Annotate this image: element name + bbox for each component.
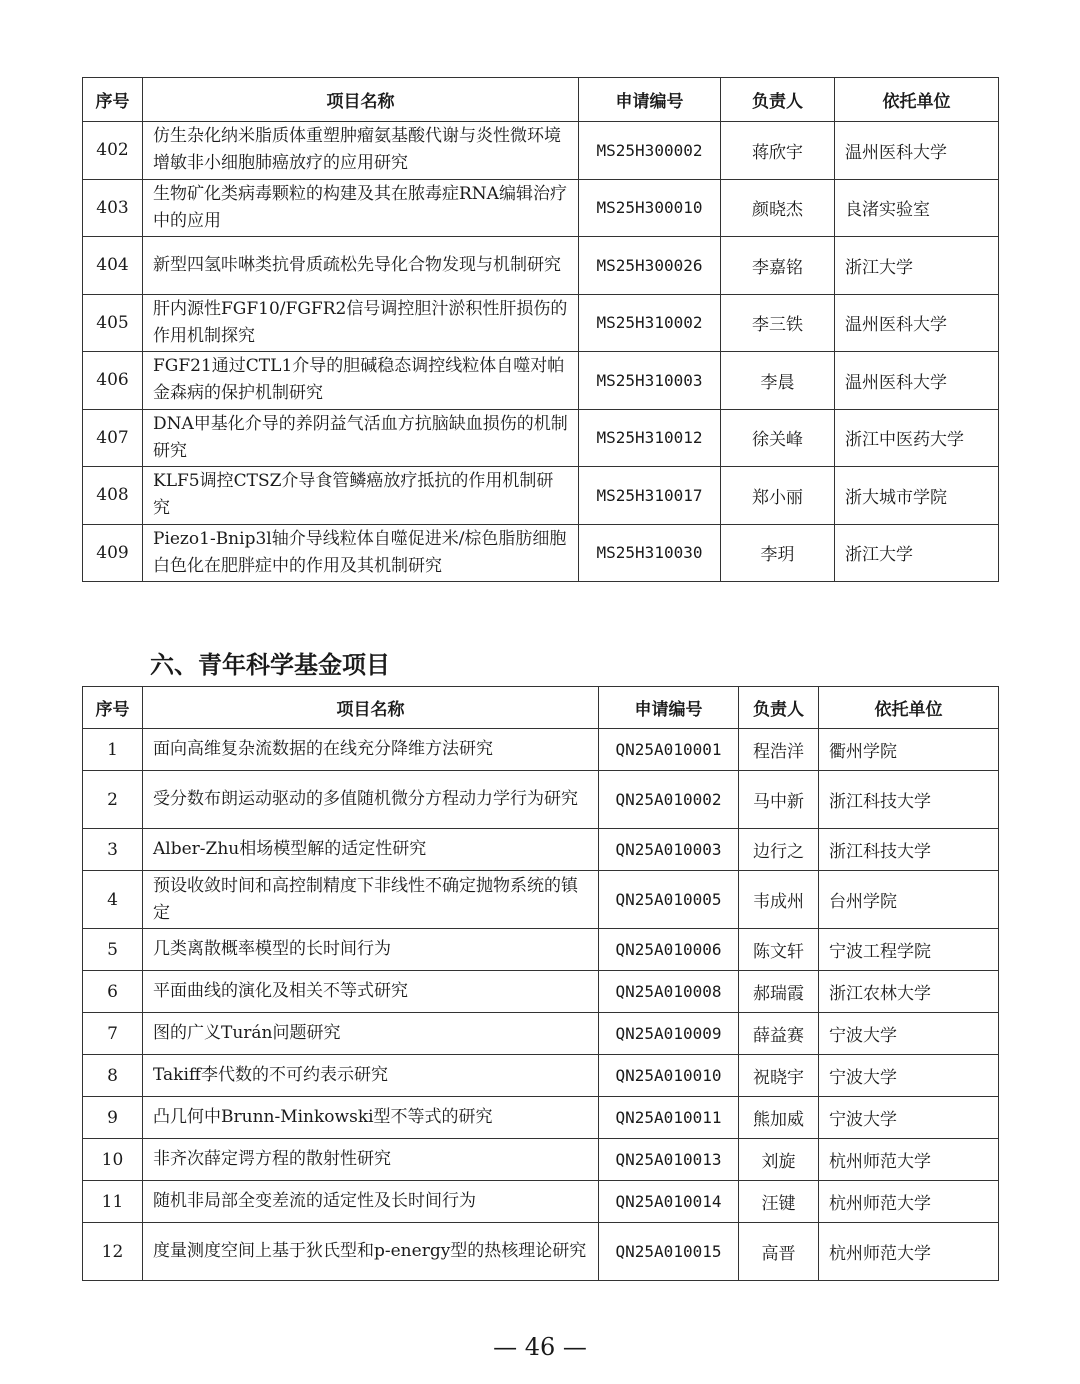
row-no: 5 [83,929,143,971]
row-title: 预设收敛时间和高控制精度下非线性不确定抛物系统的镇定 [143,871,599,929]
table-row [83,352,999,410]
table-row [83,122,999,180]
header-org: 依托单位 [819,687,999,729]
header-no: 序号 [83,687,143,729]
row-code: MS25H310030 [579,524,721,582]
row-title: 度量测度空间上基于狄氏型和p-energy型的热核理论研究 [143,1223,599,1281]
section-heading: 六、青年科学基金项目 [150,650,390,679]
row-code: QN25A010008 [599,971,739,1013]
row-title: 受分数布朗运动驱动的多值随机微分方程动力学行为研究 [143,771,599,829]
row-org: 温州医科大学 [835,294,999,352]
row-org: 浙江科技大学 [819,829,999,871]
row-no: 11 [83,1181,143,1223]
row-title: Takiff李代数的不可约表示研究 [143,1055,599,1097]
row-code: QN25A010009 [599,1013,739,1055]
header-title: 项目名称 [143,687,599,729]
row-code: MS25H310012 [579,409,721,467]
row-code: MS25H300010 [579,179,721,237]
row-leader: 汪键 [739,1181,819,1223]
row-no: 405 [83,294,143,352]
row-leader: 熊加威 [739,1097,819,1139]
row-leader: 郑小丽 [721,467,835,525]
row-code: QN25A010002 [599,771,739,829]
header-org: 依托单位 [835,78,999,122]
table-row [83,467,999,525]
row-title: 新型四氢咔啉类抗骨质疏松先导化合物发现与机制研究 [143,237,579,295]
row-leader: 祝晓宇 [739,1055,819,1097]
row-org: 宁波大学 [819,1097,999,1139]
header-leader: 负责人 [739,687,819,729]
row-no: 409 [83,524,143,582]
table-row [83,1055,999,1097]
row-leader: 李玥 [721,524,835,582]
row-leader: 蒋欣宇 [721,122,835,180]
table-header-row [83,687,999,729]
row-leader: 程浩洋 [739,729,819,771]
table-row [83,179,999,237]
table-row [83,237,999,295]
row-leader: 陈文轩 [739,929,819,971]
row-no: 8 [83,1055,143,1097]
table-row [83,524,999,582]
row-leader: 徐关峰 [721,409,835,467]
row-no: 403 [83,179,143,237]
row-org: 杭州师范大学 [819,1139,999,1181]
header-leader: 负责人 [721,78,835,122]
row-title: 随机非局部全变差流的适定性及长时间行为 [143,1181,599,1223]
row-no: 1 [83,729,143,771]
row-title: 非齐次薛定谔方程的散射性研究 [143,1139,599,1181]
row-no: 7 [83,1013,143,1055]
row-org: 宁波工程学院 [819,929,999,971]
row-org: 温州医科大学 [835,122,999,180]
row-org: 浙江大学 [835,237,999,295]
row-org: 良渚实验室 [835,179,999,237]
row-title: 仿生杂化纳米脂质体重塑肿瘤氨基酸代谢与炎性微环境增敏非小细胞肺癌放疗的应用研究 [143,122,579,180]
row-code: QN25A010005 [599,871,739,929]
row-leader: 刘旋 [739,1139,819,1181]
header-code: 申请编号 [579,78,721,122]
row-no: 12 [83,1223,143,1281]
row-leader: 颜晓杰 [721,179,835,237]
row-title: 凸几何中Brunn-Minkowski型不等式的研究 [143,1097,599,1139]
row-title: FGF21通过CTL1介导的胆碱稳态调控线粒体自噬对帕金森病的保护机制研究 [143,352,579,410]
row-org: 浙江中医药大学 [835,409,999,467]
project-table-continued [82,77,999,582]
table-row [83,294,999,352]
row-no: 402 [83,122,143,180]
row-org: 杭州师范大学 [819,1223,999,1281]
row-title: 图的广义Turán问题研究 [143,1013,599,1055]
row-title: Piezo1-Bnip3l轴介导线粒体自噬促进米/棕色脂肪细胞白色化在肥胖症中的作用及其机制研究 [143,524,579,582]
table-row [83,829,999,871]
row-no: 2 [83,771,143,829]
row-org: 台州学院 [819,871,999,929]
row-org: 温州医科大学 [835,352,999,410]
row-title: 几类离散概率模型的长时间行为 [143,929,599,971]
row-title: 平面曲线的演化及相关不等式研究 [143,971,599,1013]
row-title: KLF5调控CTSZ介导食管鳞癌放疗抵抗的作用机制研究 [143,467,579,525]
row-no: 9 [83,1097,143,1139]
row-org: 宁波大学 [819,1013,999,1055]
row-code: MS25H310003 [579,352,721,410]
row-leader: 薛益赛 [739,1013,819,1055]
header-code: 申请编号 [599,687,739,729]
row-leader: 马中新 [739,771,819,829]
row-no: 404 [83,237,143,295]
row-leader: 郝瑞霞 [739,971,819,1013]
row-title: Alber-Zhu相场模型解的适定性研究 [143,829,599,871]
row-leader: 高晋 [739,1223,819,1281]
row-leader: 李嘉铭 [721,237,835,295]
row-org: 浙江科技大学 [819,771,999,829]
row-code: QN25A010003 [599,829,739,871]
row-code: QN25A010006 [599,929,739,971]
page-number: — 46 — [493,1333,587,1361]
row-code: QN25A010015 [599,1223,739,1281]
row-org: 杭州师范大学 [819,1181,999,1223]
row-no: 407 [83,409,143,467]
row-leader: 李晨 [721,352,835,410]
table-header-row [83,78,999,122]
row-no: 6 [83,971,143,1013]
table-row [83,929,999,971]
row-title: 生物矿化类病毒颗粒的构建及其在脓毒症RNA编辑治疗中的应用 [143,179,579,237]
row-leader: 边行之 [739,829,819,871]
row-code: MS25H300026 [579,237,721,295]
row-org: 浙大城市学院 [835,467,999,525]
row-no: 4 [83,871,143,929]
table-row [83,871,999,929]
row-org: 浙江大学 [835,524,999,582]
header-no: 序号 [83,78,143,122]
row-no: 10 [83,1139,143,1181]
row-title: 肝内源性FGF10/FGFR2信号调控胆汁淤积性肝损伤的作用机制探究 [143,294,579,352]
row-no: 408 [83,467,143,525]
table-row [83,1097,999,1139]
row-code: QN25A010014 [599,1181,739,1223]
row-org: 衢州学院 [819,729,999,771]
table-row [83,1223,999,1281]
row-no: 406 [83,352,143,410]
table-row [83,1013,999,1055]
row-org: 浙江农林大学 [819,971,999,1013]
row-org: 宁波大学 [819,1055,999,1097]
row-title: 面向高维复杂流数据的在线充分降维方法研究 [143,729,599,771]
table-row [83,409,999,467]
row-code: MS25H310002 [579,294,721,352]
row-leader: 李三铁 [721,294,835,352]
row-no: 3 [83,829,143,871]
row-code: QN25A010013 [599,1139,739,1181]
row-leader: 韦成州 [739,871,819,929]
youth-fund-table [82,686,999,1281]
row-code: MS25H310017 [579,467,721,525]
table-row [83,1181,999,1223]
row-code: QN25A010010 [599,1055,739,1097]
header-title: 项目名称 [143,78,579,122]
row-code: QN25A010011 [599,1097,739,1139]
row-code: QN25A010001 [599,729,739,771]
table-row [83,971,999,1013]
table-row [83,771,999,829]
row-title: DNA甲基化介导的养阴益气活血方抗脑缺血损伤的机制研究 [143,409,579,467]
table-row [83,1139,999,1181]
table-row [83,729,999,771]
row-code: MS25H300002 [579,122,721,180]
